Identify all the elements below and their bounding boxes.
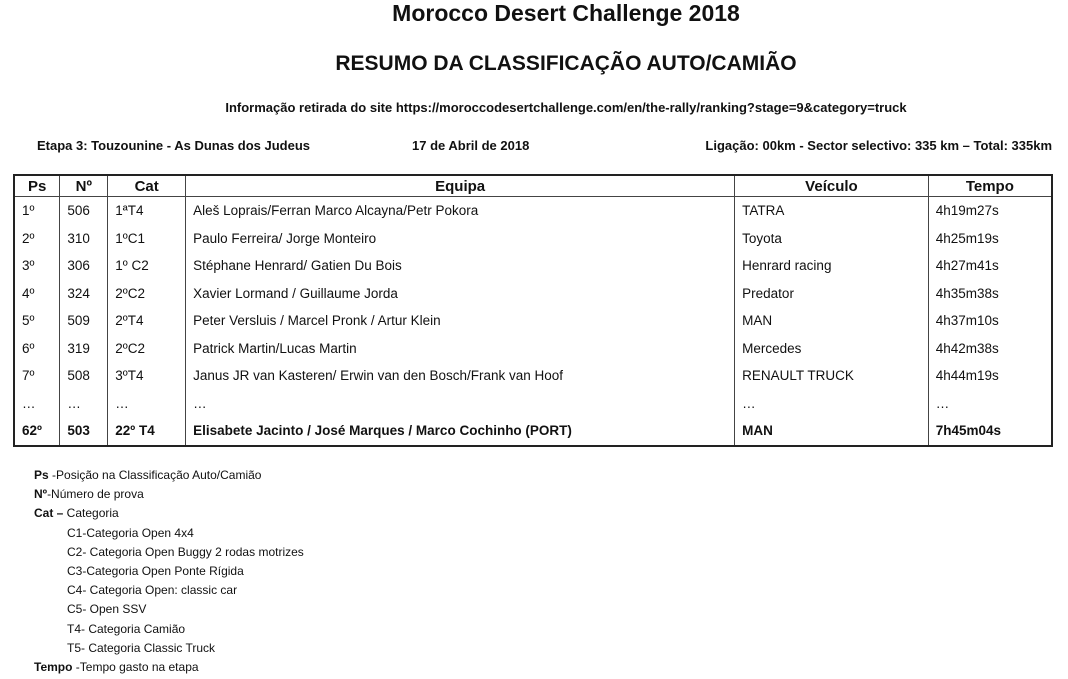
- cell-position: 62º: [14, 417, 60, 446]
- cell-number: 509: [60, 307, 108, 335]
- page-title: Morocco Desert Challenge 2018: [392, 0, 740, 26]
- cell-number: 319: [60, 335, 108, 363]
- legend-num: [34, 485, 304, 504]
- cell-category: 2ºC2: [108, 335, 186, 363]
- stage-distance: Ligação: 00km - Sector selectivo: 335 km – Total: 335km: [705, 138, 1052, 153]
- cell-team: Patrick Martin/Lucas Martin: [186, 335, 735, 363]
- cell-time: …: [928, 390, 1052, 418]
- legend-cat-key: Cat –: [34, 506, 64, 521]
- cell-category: 1º C2: [108, 252, 186, 280]
- results-table: [13, 174, 1053, 447]
- cell-vehicle: …: [735, 390, 929, 418]
- legend-tempo: [34, 658, 304, 677]
- cell-position: 1º: [14, 197, 60, 225]
- legend-num-text: -Número de prova: [47, 487, 144, 502]
- cell-vehicle: MAN: [735, 417, 929, 446]
- legend-category-item: C1-Categoria Open 4x4: [67, 525, 194, 540]
- cell-category: 22º T4: [108, 417, 186, 446]
- cell-time: 4h44m19s: [928, 362, 1052, 390]
- legend-category-item: C2- Categoria Open Buggy 2 rodas motrizes: [67, 544, 304, 559]
- cell-category: 2ºC2: [108, 280, 186, 308]
- cell-time: 4h19m27s: [928, 197, 1052, 225]
- cell-number: 306: [60, 252, 108, 280]
- cell-position: 5º: [14, 307, 60, 335]
- cell-position: 6º: [14, 335, 60, 363]
- cell-team: Peter Versluis / Marcel Pronk / Artur Klein: [186, 307, 735, 335]
- cell-position: 2º: [14, 225, 60, 253]
- legend-tempo-text: -Tempo gasto na etapa: [72, 660, 199, 675]
- table-row: [14, 225, 1052, 253]
- stage-date: 17 de Abril de 2018: [412, 138, 530, 153]
- legend-category-item: T4- Categoria Camião: [67, 621, 186, 636]
- cell-time: 4h37m10s: [928, 307, 1052, 335]
- cell-vehicle: TATRA: [735, 197, 929, 225]
- col-header-time: Tempo: [928, 175, 1052, 197]
- legend-ps: [34, 466, 304, 485]
- table-header-row: [14, 175, 1052, 197]
- cell-vehicle: Toyota: [735, 225, 929, 253]
- col-header-vehicle: Veículo: [735, 175, 929, 197]
- cell-team: Aleš Loprais/Ferran Marco Alcayna/Petr Pokora: [186, 197, 735, 225]
- cell-number: 310: [60, 225, 108, 253]
- cell-team: Elisabete Jacinto / José Marques / Marco Cochinho (PORT): [186, 417, 735, 446]
- table-row: [14, 307, 1052, 335]
- legend-category-item: C4- Categoria Open: classic car: [67, 583, 238, 598]
- table-row: [14, 335, 1052, 363]
- cell-number: 503: [60, 417, 108, 446]
- legend-ps-text: -Posição na Classificação Auto/Camião: [48, 468, 262, 482]
- table-row: [14, 252, 1052, 280]
- table-row: [14, 280, 1052, 308]
- cell-time: 7h45m04s: [928, 417, 1052, 446]
- cell-team: Paulo Ferreira/ Jorge Monteiro: [186, 225, 735, 253]
- cell-time: 4h42m38s: [928, 335, 1052, 363]
- cell-category: 1ªT4: [108, 197, 186, 225]
- cell-team: Janus JR van Kasteren/ Erwin van den Bosch/Frank van Hoof: [186, 362, 735, 390]
- cell-category: 3ºT4: [108, 362, 186, 390]
- cell-vehicle: Predator: [735, 280, 929, 308]
- legend-cat-text: Categoria: [63, 506, 119, 521]
- col-header-ps: Ps: [14, 175, 60, 197]
- cell-team: Stéphane Henrard/ Gatien Du Bois: [186, 252, 735, 280]
- cell-time: 4h27m41s: [928, 252, 1052, 280]
- legend-cat: [34, 504, 304, 523]
- legend-category-item: T5- Categoria Classic Truck: [67, 640, 216, 655]
- cell-vehicle: RENAULT TRUCK: [735, 362, 929, 390]
- cell-number: 324: [60, 280, 108, 308]
- legend: [34, 466, 304, 677]
- cell-position: 3º: [14, 252, 60, 280]
- table-row: [14, 417, 1052, 446]
- col-header-cat: Cat: [108, 175, 186, 197]
- stage-name: Etapa 3: Touzounine - As Dunas dos Judeus: [37, 138, 311, 153]
- legend-category-item: C3-Categoria Open Ponte Rígida: [67, 564, 244, 579]
- cell-vehicle: MAN: [735, 307, 929, 335]
- legend-tempo-key: Tempo: [34, 660, 73, 675]
- table-row: [14, 390, 1052, 418]
- cell-vehicle: Henrard racing: [735, 252, 929, 280]
- cell-number: …: [60, 390, 108, 418]
- cell-position: 4º: [14, 280, 60, 308]
- cell-vehicle: Mercedes: [735, 335, 929, 363]
- legend-num-key: Nº: [34, 487, 48, 502]
- page-subtitle: RESUMO DA CLASSIFICAÇÃO AUTO/CAMIÃO: [335, 52, 797, 75]
- table-row: [14, 197, 1052, 225]
- cell-category: 2ºT4: [108, 307, 186, 335]
- col-header-num: Nº: [60, 175, 108, 197]
- cell-time: 4h35m38s: [928, 280, 1052, 308]
- cell-team: …: [186, 390, 735, 418]
- cell-position: …: [14, 390, 60, 418]
- legend-category-item: C5- Open SSV: [67, 602, 147, 617]
- legend-ps-key: Ps: [34, 468, 49, 482]
- table-row: [14, 362, 1052, 390]
- source-note: Informação retirada do site https://moroccodesertchallenge.com/en/the-rally/ranking?stage=9&category=truck: [225, 100, 907, 115]
- cell-category: …: [108, 390, 186, 418]
- cell-category: 1ºC1: [108, 225, 186, 253]
- cell-number: 506: [60, 197, 108, 225]
- col-header-team: Equipa: [186, 175, 735, 197]
- cell-number: 508: [60, 362, 108, 390]
- cell-time: 4h25m19s: [928, 225, 1052, 253]
- cell-team: Xavier Lormand / Guillaume Jorda: [186, 280, 735, 308]
- cell-position: 7º: [14, 362, 60, 390]
